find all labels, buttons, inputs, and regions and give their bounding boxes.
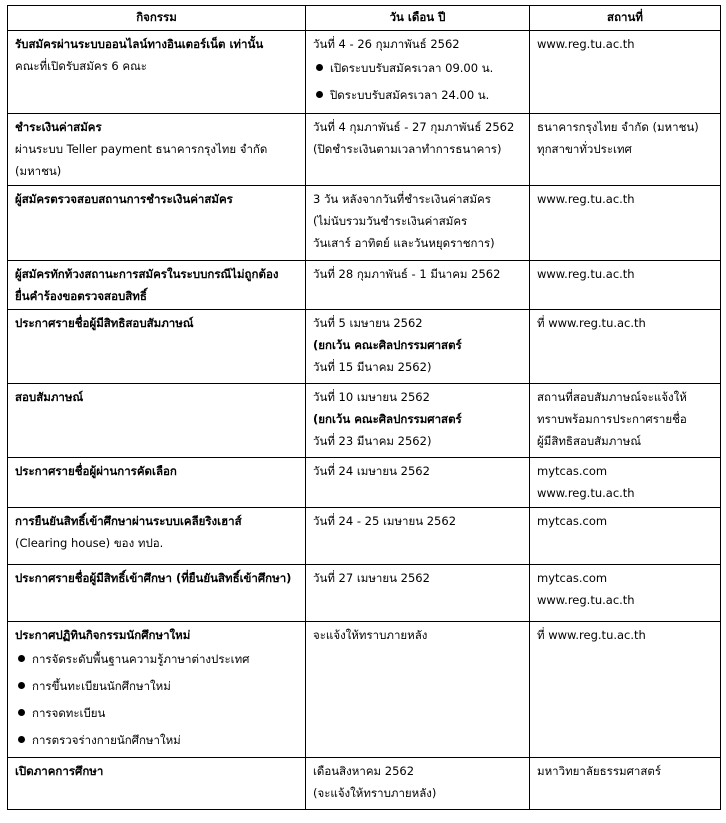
place-cell [530, 758, 721, 810]
date-text: วันที่ 23 มีนาคม 2562) [313, 434, 432, 448]
activity-cell [8, 508, 306, 565]
date-text: วันที่ 4 กุมภาพันธ์ - 27 กุมภาพันธ์ 2562 [313, 120, 515, 134]
date-text: วันที่ 27 เมษายน 2562 [313, 571, 430, 585]
date-text: (ปิดชำระเงินตามเวลาทำการธนาคาร) [313, 142, 502, 156]
activity-title: รับสมัครผ่านระบบออนไลน์ทางอินเตอร์เน็ต เท่านั้น [15, 37, 264, 51]
activity-cell [8, 114, 306, 186]
activity-detail: คณะที่เปิดรับสมัคร 6 คณะ [15, 59, 147, 73]
date-cell [306, 458, 530, 508]
list-item: การขึ้นทะเบียนนักศึกษาใหม่ [15, 673, 301, 700]
place-text: ทุกสาขาทั่วประเทศ [537, 142, 632, 156]
activity-cell [8, 31, 306, 114]
date-bullet-list [313, 55, 525, 109]
place-text: www.reg.tu.ac.th [537, 267, 635, 281]
header-date: วัน เดือน ปี [306, 6, 530, 31]
activity-title: ประกาศรายชื่อผู้มีสิทธิ์เข้าศึกษา (ที่ยืนยันสิทธิ์เข้าศึกษา) [15, 571, 292, 585]
date-text: วันที่ 15 มีนาคม 2562) [313, 360, 432, 374]
place-cell [530, 458, 721, 508]
activity-title: ประกาศรายชื่อผู้ผ่านการคัดเลือก [15, 464, 177, 478]
activity-title: ประกาศปฏิทินกิจกรรมนักศึกษาใหม่ [15, 628, 191, 642]
date-cell [306, 186, 530, 261]
place-text: www.reg.tu.ac.th [537, 486, 635, 500]
activity-cell [8, 384, 306, 458]
activity-title: การยืนยันสิทธิ์เข้าศึกษาผ่านระบบเคลียริงเฮาส์ [15, 514, 242, 528]
place-text: สถานที่สอบสัมภาษณ์จะแจ้งให้ [537, 390, 687, 404]
place-cell [530, 31, 721, 114]
list-item: เปิดระบบรับสมัครเวลา 09.00 น. [313, 55, 525, 82]
activity-cell [8, 186, 306, 261]
date-text: วันที่ 24 เมษายน 2562 [313, 464, 430, 478]
date-text: วันเสาร์ อาทิตย์ และวันหยุดราชการ) [313, 236, 495, 250]
table-row [8, 186, 721, 261]
place-cell [530, 114, 721, 186]
date-cell [306, 758, 530, 810]
table-row [8, 458, 721, 508]
place-text: ทราบพร้อมการประกาศรายชื่อ [537, 412, 687, 426]
activity-title: ชำระเงินค่าสมัคร [15, 120, 102, 134]
list-item: ปิดระบบรับสมัครเวลา 24.00 น. [313, 82, 525, 109]
table-row [8, 622, 721, 758]
activity-cell [8, 310, 306, 384]
list-item: การจดทะเบียน [15, 700, 301, 727]
activity-title: ผู้สมัครทักท้วงสถานะการสมัครในระบบกรณีไม่ถูกต้อง [15, 267, 279, 281]
date-cell [306, 261, 530, 310]
date-text: เดือนสิงหาคม 2562 [313, 764, 415, 778]
date-cell [306, 114, 530, 186]
date-cell [306, 565, 530, 622]
header-activity: กิจกรรม [8, 6, 306, 31]
date-text: (จะแจ้งให้ทราบภายหลัง) [313, 786, 437, 800]
date-cell [306, 508, 530, 565]
place-cell [530, 310, 721, 384]
schedule-table [7, 5, 721, 810]
table-header-row [8, 6, 721, 31]
table-row [8, 565, 721, 622]
date-text: (ไม่นับรวมวันชำระเงินค่าสมัคร [313, 214, 468, 228]
place-text: www.reg.tu.ac.th [537, 593, 635, 607]
place-text: ผู้มีสิทธิสอบสัมภาษณ์ [537, 434, 642, 448]
activity-title: ยื่นคำร้องขอตรวจสอบสิทธิ์ [15, 289, 147, 303]
list-item: การจัดระดับพื้นฐานความรู้ภาษาต่างประเทศ [15, 646, 301, 673]
activity-cell [8, 261, 306, 310]
place-text: ธนาคารกรุงไทย จำกัด (มหาชน) [537, 120, 699, 134]
date-cell [306, 310, 530, 384]
activity-detail: ผ่านระบบ Teller payment ธนาคารกรุงไทย จำกัด [15, 142, 268, 156]
place-text: www.reg.tu.ac.th [537, 192, 635, 206]
date-text: จะแจ้งให้ทราบภายหลัง [313, 628, 428, 642]
activity-cell [8, 565, 306, 622]
date-cell [306, 31, 530, 114]
table-row [8, 31, 721, 114]
place-cell [530, 565, 721, 622]
date-cell [306, 384, 530, 458]
place-text: ที่ www.reg.tu.ac.th [537, 316, 646, 330]
table-row [8, 114, 721, 186]
activity-title: ผู้สมัครตรวจสอบสถานการชำระเงินค่าสมัคร [15, 192, 233, 206]
date-text: (ยกเว้น คณะศิลปกรรมศาสตร์ [313, 412, 462, 426]
place-text: www.reg.tu.ac.th [537, 37, 635, 51]
table-row [8, 758, 721, 810]
place-text: mytcas.com [537, 464, 608, 478]
place-cell [530, 622, 721, 758]
list-item: การตรวจร่างกายนักศึกษาใหม่ [15, 727, 301, 754]
place-text: มหาวิทยาลัยธรรมศาสตร์ [537, 764, 662, 778]
date-text: วันที่ 5 เมษายน 2562 [313, 316, 423, 330]
table-row [8, 508, 721, 565]
place-text: ที่ www.reg.tu.ac.th [537, 628, 646, 642]
activity-cell [8, 458, 306, 508]
place-text: mytcas.com [537, 514, 608, 528]
table-row [8, 310, 721, 384]
activity-title: ประกาศรายชื่อผู้มีสิทธิสอบสัมภาษณ์ [15, 316, 194, 330]
date-text: วันที่ 28 กุมภาพันธ์ - 1 มีนาคม 2562 [313, 267, 501, 281]
date-text: วันที่ 10 เมษายน 2562 [313, 390, 430, 404]
date-text: 3 วัน หลังจากวันที่ชำระเงินค่าสมัคร [313, 192, 491, 206]
activity-detail: (Clearing house) ของ ทปอ. [15, 536, 164, 550]
date-text: วันที่ 24 - 25 เมษายน 2562 [313, 514, 457, 528]
place-text: mytcas.com [537, 571, 608, 585]
activity-cell [8, 758, 306, 810]
date-cell [306, 622, 530, 758]
date-text: วันที่ 4 - 26 กุมภาพันธ์ 2562 [313, 37, 460, 51]
activity-detail: (มหาชน) [15, 164, 62, 178]
place-cell [530, 384, 721, 458]
place-cell [530, 261, 721, 310]
header-place: สถานที่ [530, 6, 721, 31]
activity-title: สอบสัมภาษณ์ [15, 390, 84, 404]
table-row [8, 384, 721, 458]
table-row [8, 261, 721, 310]
date-text: (ยกเว้น คณะศิลปกรรมศาสตร์ [313, 338, 462, 352]
activity-cell [8, 622, 306, 758]
activity-bullet-list [15, 646, 301, 754]
activity-title: เปิดภาคการศึกษา [15, 764, 104, 778]
place-cell [530, 186, 721, 261]
place-cell [530, 508, 721, 565]
